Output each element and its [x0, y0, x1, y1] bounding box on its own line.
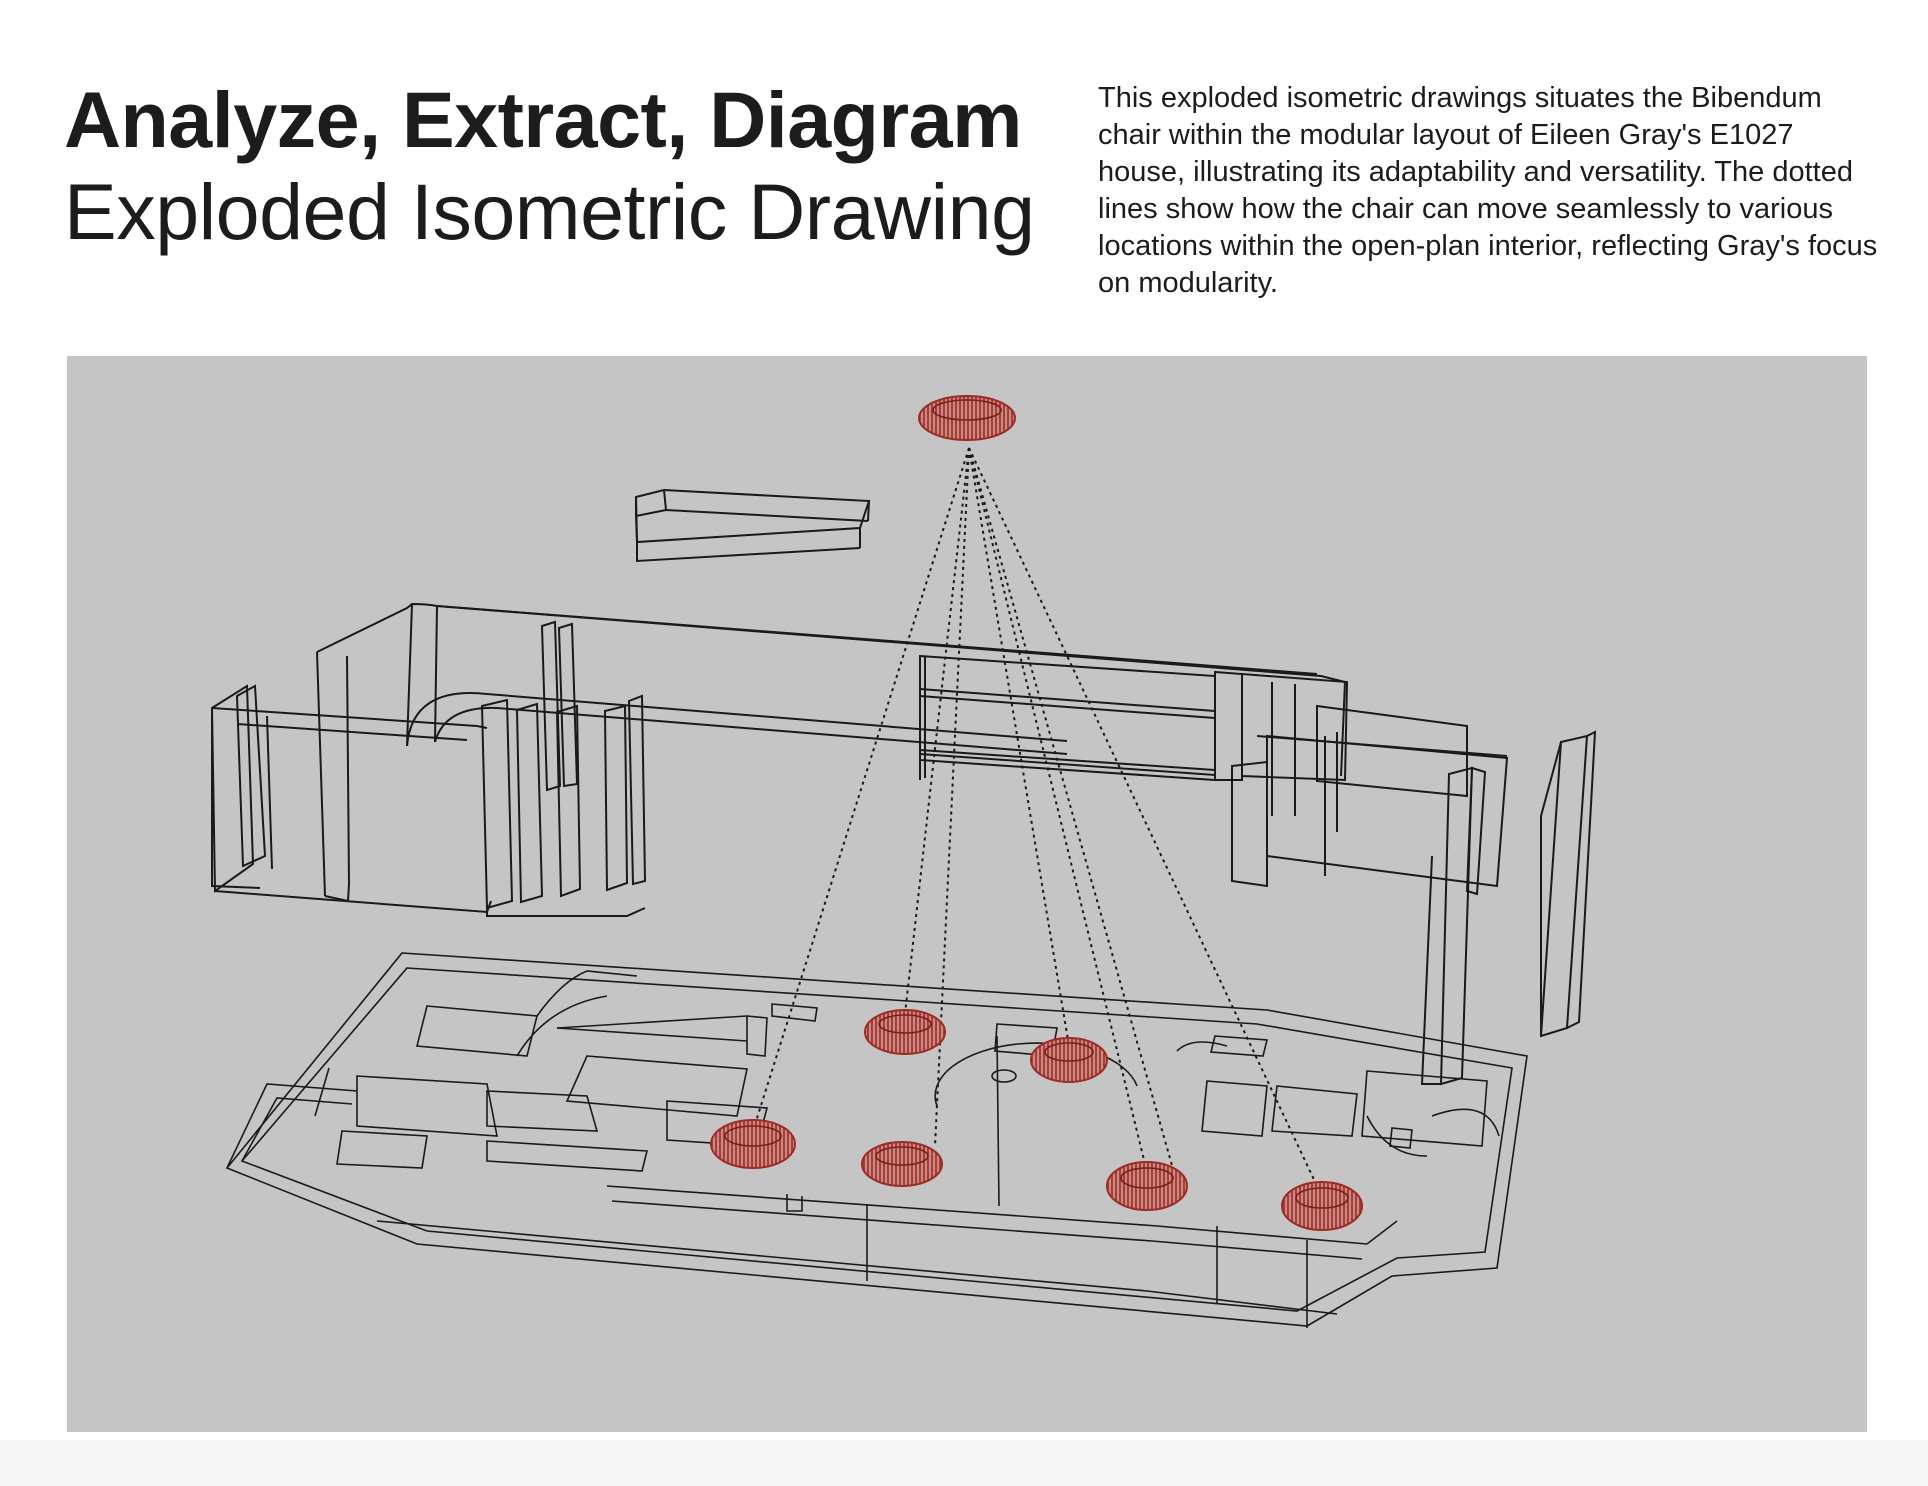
chair-position-1 [865, 1010, 945, 1054]
chair-position-6 [1282, 1182, 1362, 1230]
page-subtitle: Exploded Isometric Drawing [64, 167, 1035, 256]
chair-position-2 [1031, 1038, 1107, 1082]
chair-floating [919, 396, 1015, 440]
floor-plan [227, 953, 1527, 1328]
isometric-drawing-panel [67, 356, 1867, 1432]
description-text: This exploded isometric drawings situates the Bibendum chair within the modular layout of Eileen Gray's E1027 house, illustrating its adaptability and versatility. The dotted lines show how the chair can move seamlessly to various locations within the open-plan interior, reflecting Gray's focus on modularity. [1098, 82, 1878, 299]
title-block [64, 74, 1044, 258]
bottom-strip [0, 1440, 1928, 1486]
chair-position-3 [711, 1120, 795, 1168]
isometric-drawing [67, 356, 1867, 1432]
chair-position-5 [1107, 1162, 1187, 1210]
page-title: Analyze, Extract, Diagram [64, 75, 1022, 164]
roof-slab [636, 490, 869, 561]
chair-position-4 [862, 1142, 942, 1186]
